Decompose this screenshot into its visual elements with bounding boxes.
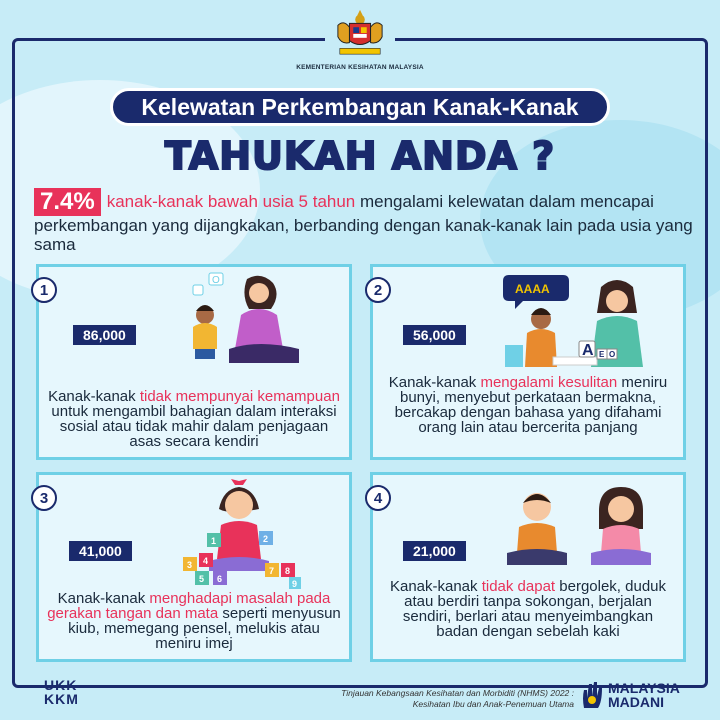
number-cube: 2	[263, 534, 269, 544]
page-subtitle: TAHUKAH ANDA ?	[164, 134, 556, 178]
stat-card-4	[370, 472, 686, 662]
number-cube: 5	[199, 574, 205, 584]
desc-pre: Kanak-kanak	[48, 388, 140, 405]
source-line: Kesihatan Ibu dan Anak-Penemuan Utama	[412, 699, 574, 709]
card-description	[381, 375, 675, 435]
intro-text: mengalami kelewatan dalam mencapai perkembangan yang dijangkakan, berbanding dengan kanak-kanak lain pada usia yang sama	[34, 192, 693, 254]
number-cube: 7	[269, 566, 275, 576]
stat-count: 56,000	[403, 325, 466, 345]
logo-line: KKM	[44, 691, 79, 707]
desc-highlight: tidak mempunyai kemampuan	[139, 388, 340, 405]
number-cube: 9	[292, 579, 298, 589]
stat-count: 41,000	[69, 541, 132, 561]
child-playing-cubes-illustration	[139, 477, 339, 589]
card-number: 1	[31, 277, 57, 303]
intro-highlight: kanak-kanak bawah usia 5 tahun	[106, 192, 356, 211]
stat-card-2	[370, 264, 686, 460]
card-description	[47, 389, 341, 449]
desc-highlight: tidak dapat	[481, 578, 556, 595]
teacher-child-reading-illustration	[493, 271, 673, 371]
source-line: Tinjauan Kebangsaan Kesihatan dan Morbiditi (NHMS) 2022 :	[341, 688, 574, 698]
letter-block: E	[599, 350, 605, 359]
two-children-sitting-illustration	[493, 481, 663, 569]
stat-count: 21,000	[403, 541, 466, 561]
coat-of-arms-logo	[325, 8, 395, 58]
desc-pre: Kanak-kanak	[57, 590, 150, 607]
number-cube: 1	[211, 536, 217, 546]
desc-highlight: mengalami kesulitan	[480, 374, 618, 391]
percent-badge: 7.4%	[34, 188, 101, 216]
desc-pre: Kanak-kanak	[389, 578, 482, 595]
desc-post: meniru bunyi, menyebut perkataan bermakna, bercakap dengan bahasa yang difahami orang lain atau bercerita panjang	[394, 374, 668, 436]
card-number: 2	[365, 277, 391, 303]
card-description	[47, 591, 341, 651]
logo-line: MALAYSIA	[608, 680, 680, 696]
speech-bubble-letters: AAAA	[515, 282, 550, 296]
letter-block: O	[609, 350, 616, 359]
number-cube: 6	[217, 574, 223, 584]
mother-child-talking-illustration	[169, 269, 319, 369]
intro-statement	[34, 188, 694, 254]
number-cube: 4	[203, 556, 209, 566]
number-cube: 8	[285, 566, 291, 576]
letter-block: A	[582, 342, 594, 359]
desc-post: untuk mengambil bahagian dalam interaksi sosial atau tidak mahir dalam penjagaan asas secara kendiri	[51, 403, 337, 450]
desc-post: bergolek, duduk atau berdiri tanpa sokongan, berjalan sendiri, berlari atau menyeimbangkan badan dengan sebelah kaki	[402, 578, 667, 640]
stat-card-3	[36, 472, 352, 662]
card-number: 4	[365, 485, 391, 511]
number-cube: 3	[187, 560, 193, 570]
madani-hand-icon	[580, 680, 604, 710]
svg-text:O: O	[212, 275, 220, 286]
logo-line: UKK	[44, 677, 78, 693]
desc-pre: Kanak-kanak	[388, 374, 481, 391]
logo-line: MADANI	[608, 694, 664, 710]
stat-count: 86,000	[73, 325, 136, 345]
ukk-kkm-logo	[44, 678, 79, 706]
desc-post: seperti menyusun kiub, memegang pensel, melukis atau meniru imej	[68, 605, 341, 652]
desc-highlight: menghadapi masalah pada gerakan tangan dan mata	[47, 590, 331, 622]
source-citation	[341, 688, 574, 710]
stat-card-1	[36, 264, 352, 460]
card-number: 3	[31, 485, 57, 511]
card-description	[381, 579, 675, 639]
malaysia-madani-logo	[580, 680, 680, 710]
ministry-name: KEMENTERIAN KESIHATAN MALAYSIA	[296, 64, 424, 71]
page-title: Kelewatan Perkembangan Kanak-Kanak	[110, 88, 610, 126]
